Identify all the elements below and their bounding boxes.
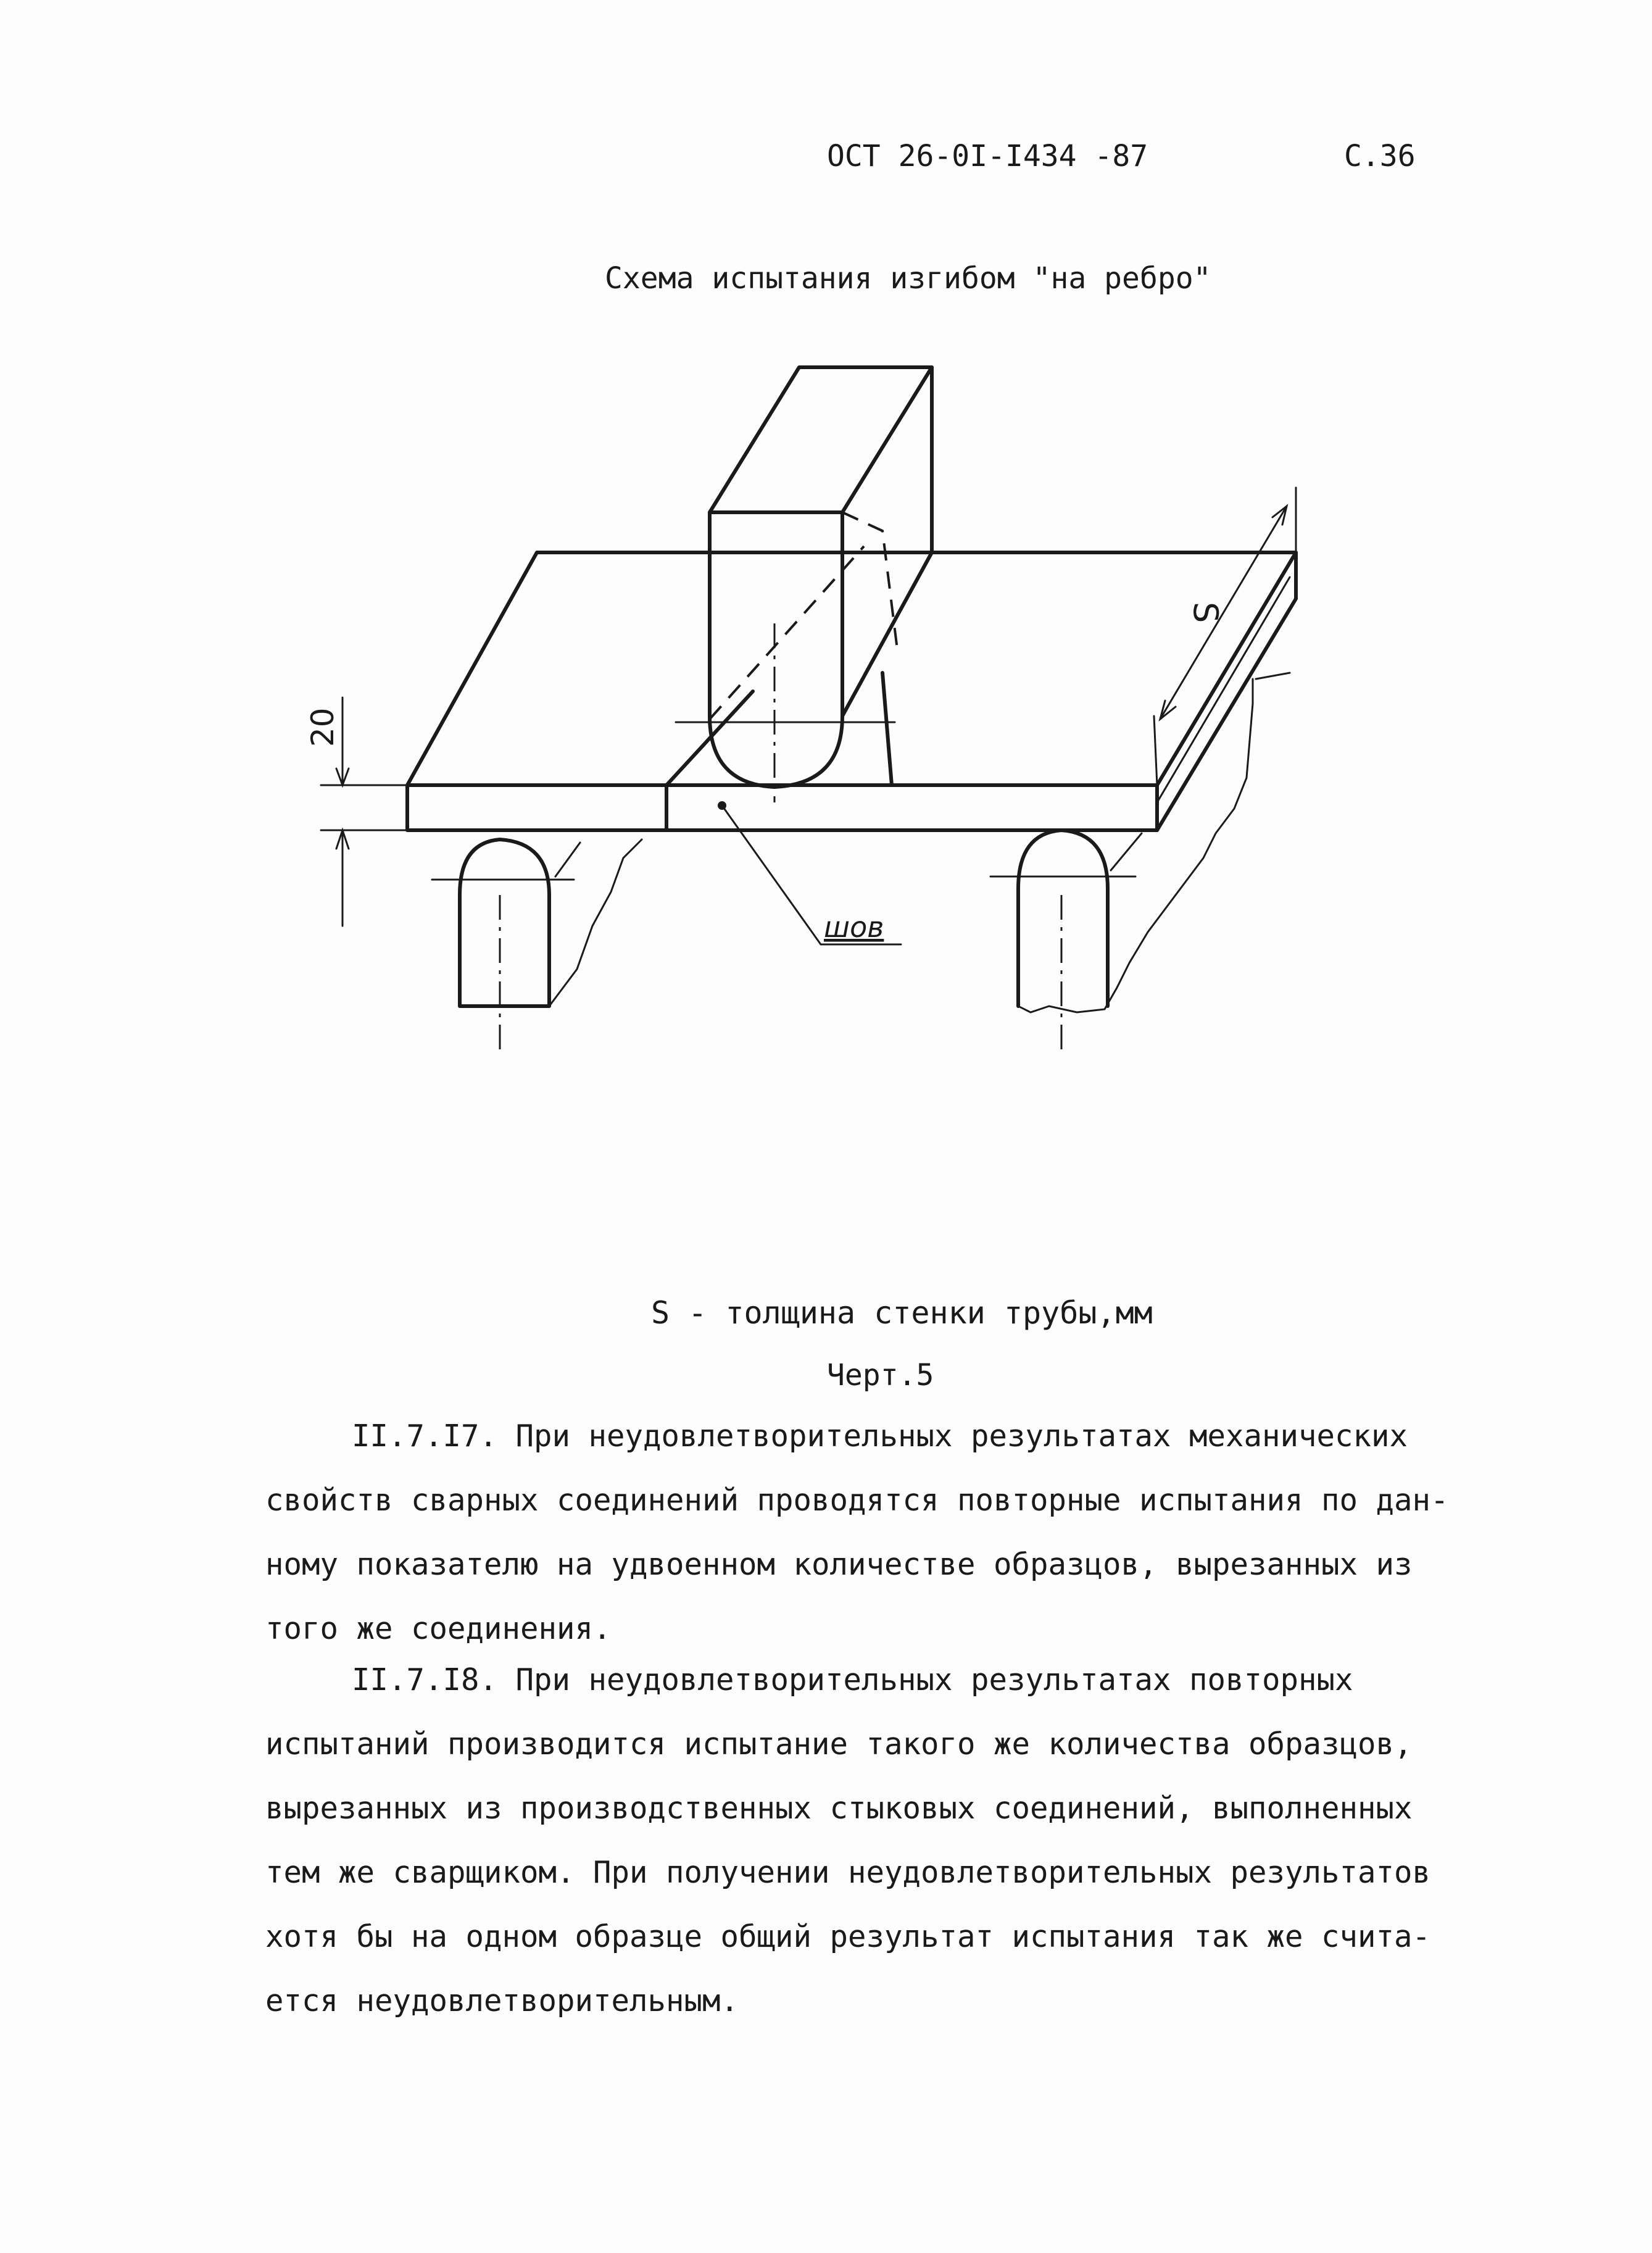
- paragraph-line: испытаний производится испытание такого же количества образцов,: [265, 1726, 1413, 1762]
- paragraph-line: вырезанных из производственных стыковых соединений, выполненных: [265, 1791, 1413, 1826]
- paragraph-line: II.7.I7. При неудовлетворительных результатах механических: [352, 1418, 1408, 1454]
- page-number: С.36: [1344, 139, 1416, 173]
- figure-caption: Черт.5: [827, 1358, 934, 1393]
- document-code: ОСТ 26-0I-I434 -87: [827, 139, 1148, 173]
- left-support: [460, 839, 549, 1006]
- specimen-plate: [407, 552, 1296, 785]
- figure-title: Схема испытания изгибом "на ребро": [605, 261, 1211, 296]
- paragraph-line: II.7.I8. При неудовлетворительных результатах повторных: [352, 1662, 1353, 1697]
- dimension-label: 20: [305, 707, 341, 747]
- paragraph-line: свойств сварных соединений проводятся повторные испытания по дан-: [265, 1483, 1449, 1518]
- paragraph-11-7-17: [265, 1404, 1487, 1661]
- paragraph-line: ному показателю на удвоенном количестве образцов, вырезанных из: [265, 1547, 1413, 1582]
- mandrel: [710, 367, 932, 512]
- paragraph-line: хотя бы на одном образце общий результат испытания так же счита-: [265, 1919, 1431, 1954]
- seam-label: шов: [824, 910, 884, 944]
- right-support: [1018, 830, 1108, 1006]
- paragraph-11-7-18: [265, 1648, 1487, 2033]
- paragraph-line: того же соединения.: [265, 1611, 612, 1646]
- paragraph-line: тем же сварщиком. При получении неудовлетворительных результатов: [265, 1855, 1431, 1890]
- thickness-symbol: S: [1186, 602, 1225, 623]
- thickness-legend: S - толщина стенки трубы,мм: [651, 1295, 1153, 1331]
- paragraph-line: ется неудовлетворительным.: [265, 1983, 739, 2018]
